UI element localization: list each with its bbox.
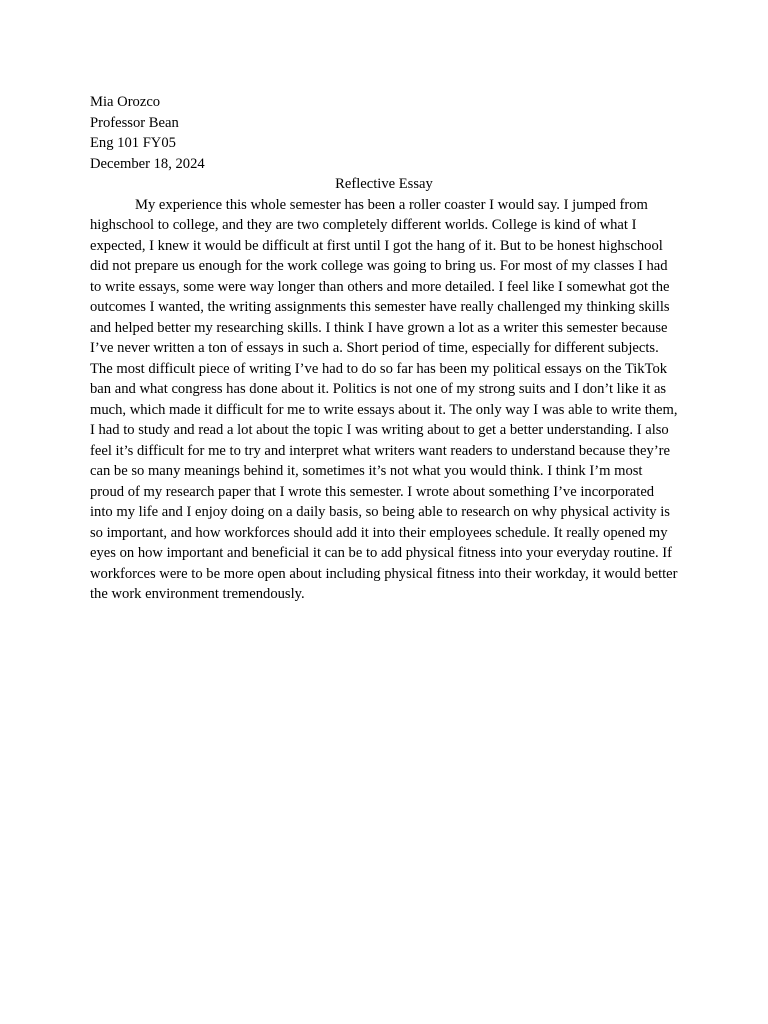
- student-name: Mia Orozco: [90, 94, 161, 110]
- document-content: [90, 92, 678, 605]
- essay-title: Reflective Essay: [335, 176, 433, 192]
- essay-date: December 18, 2024: [90, 155, 205, 172]
- essay-body-paragraph: My experience this whole semester has been a roller coaster I would say. I jumped from highschool to college, and they are two completely different worlds. College is kind of what I expected, I knew it would be difficult at first until I got the hang of it. But to be honest highschool did not prepare us enough for the work college was going to bring us. For most of my classes I had to write essays, some were way longer than others and more detailed. I feel like I somewhat got the outcomes I wanted, the writing assignments this semester have really challenged my thinking skills and helped better my researching skills. I think I have grown a lot as a writer this semester because I’ve never written a ton of essays in such a. Short period of time, especially for different subjects. The most difficult piece of writing I’ve had to do so far has been my political essays on the TikTok ban and what congress has done about it. Politics is not one of my strong suits and I don’t like it as much, which made it difficult for me to write essays about it. The only way I was able to write them, I had to study and read a lot about the topic I was writing about to get a better understanding. I also feel it’s difficult for me to try and interpret what writers want readers to understand because they’re can be so many meanings behind it, sometimes it’s not what you would think. I think I’m most proud of my research paper that I wrote this semester. I wrote about something I’ve incorporated into my life and I enjoy doing on a daily basis, so being able to research on why physical activity is so important, and how workforces should add it into their employees schedule. It really opened my eyes on how important and beneficial it can be to add physical fitness into your everyday routine. If workforces were to be more open about including physical fitness into their workday, it would better the work environment tremendously.: [90, 196, 678, 602]
- professor-name: Professor Bean: [90, 114, 179, 131]
- course-code: Eng 101 FY05: [90, 135, 176, 151]
